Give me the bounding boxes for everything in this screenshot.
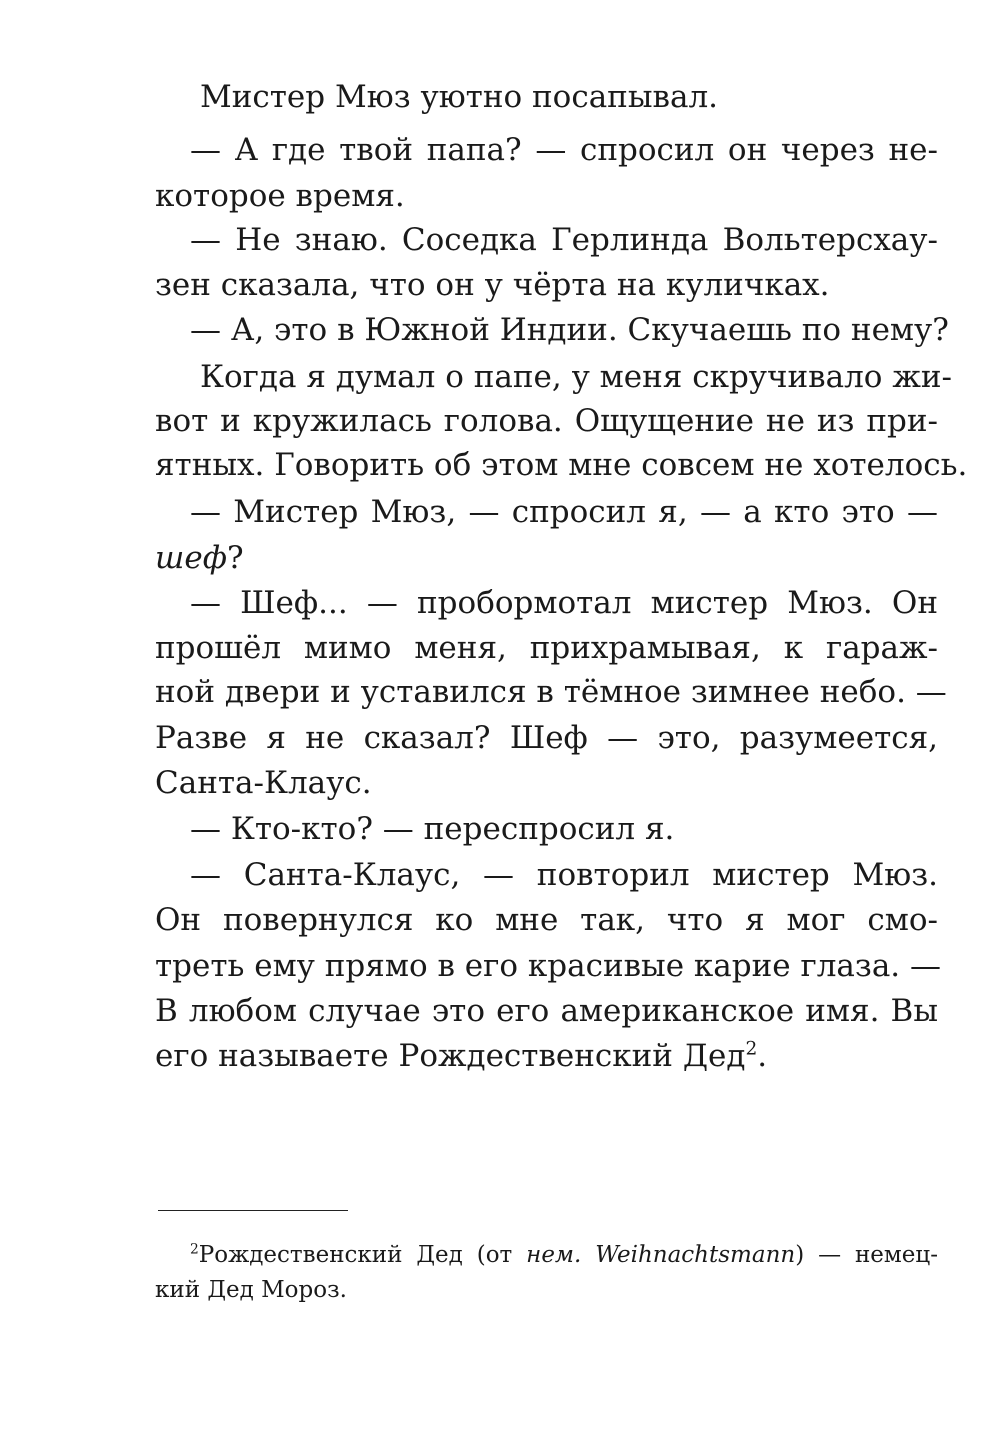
text-line: Он повернулся ко мне так, что я мог смо- (155, 902, 938, 938)
footnote-italic: Weihnachtsmann (595, 1242, 796, 1268)
text-line: вот и кружилась голова. Ощущение не из при- (155, 403, 938, 439)
text-line: — Шеф... — пробормотал мистер Мюз. Он (190, 585, 938, 621)
text-line: — Кто-кто? — переспросил я. (190, 811, 675, 847)
italic-term: шеф (155, 540, 227, 576)
text-line: — Мистер Мюз, — спросил я, — а кто это — (190, 494, 938, 530)
text-line: — А, это в Южной Индии. Скучаешь по нему? (190, 312, 949, 348)
text-line: Когда я думал о папе, у меня скручивало жи- (200, 359, 952, 395)
text-line: Мистер Мюз уютно посапывал. (200, 79, 718, 115)
text-line: Разве я не сказал? Шеф — это, разумеется, (155, 720, 938, 756)
text-line: ятных. Говорить об этом мне совсем не хотелось. (155, 447, 968, 483)
footnote-text (581, 1242, 595, 1268)
footnote-number: 2 (190, 1241, 199, 1258)
text-line: В любом случае это его американское имя. Вы (155, 993, 938, 1029)
text-fragment: его называете Рождественский Дед (155, 1038, 746, 1074)
text-line: которое время. (155, 178, 405, 214)
text-fragment: ? (226, 540, 244, 576)
text-line: Санта-Клаус. (155, 765, 372, 801)
text-line: — А где твой папа? — спросил он через не- (190, 132, 938, 168)
text-fragment: . (757, 1038, 768, 1074)
footnote-text: Рождественский Дед (от (198, 1242, 527, 1268)
footnote-text: ) — немец- (795, 1242, 938, 1268)
footnote-divider (158, 1210, 348, 1211)
text-line: зен сказала, что он у чёрта на куличках. (155, 267, 830, 303)
footnote-ref[interactable]: 2 (745, 1038, 758, 1060)
text-line: — Не знаю. Соседка Герлинда Вольтерсхау- (190, 222, 938, 258)
footnote-line: кий Дед Мороз. (155, 1277, 347, 1303)
text-line: прошёл мимо меня, прихрамывая, к гараж- (155, 630, 938, 666)
footnote-italic: нем. (526, 1242, 582, 1268)
text-line (155, 1034, 938, 1078)
text-line: ной двери и уставился в тёмное зимнее небо. — (155, 674, 947, 710)
text-line: — Санта-Клаус, — повторил мистер Мюз. (190, 857, 938, 893)
text-line (155, 536, 938, 580)
text-line: треть ему прямо в его красивые карие глаза. — (155, 948, 942, 984)
footnote-line (190, 1237, 938, 1273)
